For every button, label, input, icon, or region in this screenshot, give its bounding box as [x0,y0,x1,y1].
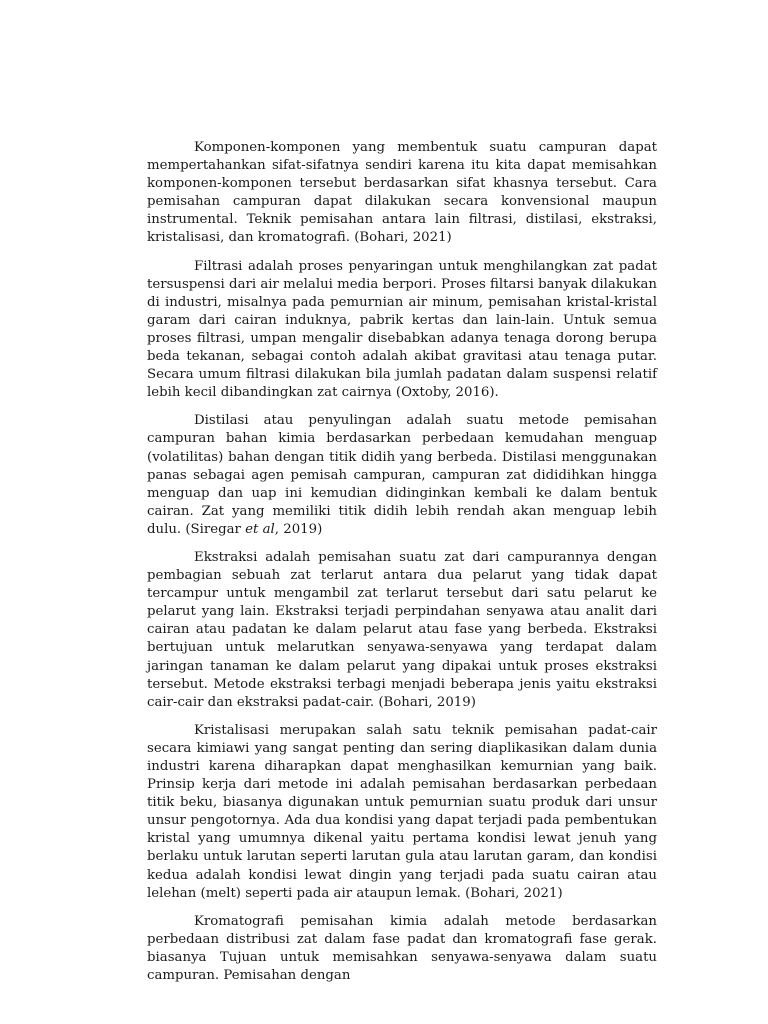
paragraph-extraction: Ekstraksi adalah pemisahan suatu zat dari campurannya dengan pembagian sebuah zat terlarut antara dua pelarut yang tidak dapat tercampur untuk mengambil zat terlarut tersebut dari satu pelarut ke pelarut yang lain. Ekstraksi terjadi perpindahan senyawa atau analit dari cairan atau padatan ke dalam pelarut atau fase yang berbeda. Ekstraksi bertujuan untuk melarutkan senyawa-senyawa yang terdapat dalam jaringan tanaman ke dalam pelarut yang dipakai untuk proses ekstraksi tersebut. Metode ekstraksi terbagi menjadi beberapa jenis yaitu ekstraksi cair-cair dan ekstraksi padat-cair. (Bohari, 2019) [147,549,657,710]
paragraph-filtration: Filtrasi adalah proses penyaringan untuk menghilangkan zat padat tersuspensi dari air melalui media berpori. Proses filtarsi banyak dilakukan di industri, misalnya pada pemurnian air minum, pemisahan kristal-kristal garam dari cairan induknya, pabrik kertas dan lain-lain. Untuk semua proses filtrasi, umpan mengalir disebabkan adanya tenaga dorong berupa beda tekanan, sebagai contoh adalah akibat gravitasi atau tenaga putar. Secara umum filtrasi dilakukan bila jumlah padatan dalam suspensi relatif lebih kecil dibandingkan zat cairnya (Oxtoby, 2016). [147,258,657,401]
distillation-text: Distilasi atau penyulingan adalah suatu metode pemisahan campuran bahan kimia berdasarkan perbedaan kemudahan menguap (volatilitas) bahan dengan titik didih yang berbeda. Distilasi menggunakan panas sebagai agen pemisah campuran, campuran zat dididihkan hingga menguap dan uap ini kemudian didinginkan kembali ke dalam bentuk cairan. Zat yang memiliki titik didih lebih rendah akan menguap lebih dulu. (Siregar [147,413,657,537]
paragraph-distillation [147,412,657,539]
citation-et-al: et al [245,521,275,537]
document-body [147,139,657,995]
paragraph-crystallization: Kristalisasi merupakan salah satu teknik pemisahan padat-cair secara kimiawi yang sangat penting dan sering diaplikasikan dalam dunia industri karena diharapkan dapat menghasilkan kemurnian yang baik. Prinsip kerja dari metode ini adalah pemisahan berdasarkan perbedaan titik beku, biasanya digunakan untuk pemurnian suatu produk dari unsur unsur pengotornya. Ada dua kondisi yang dapat terjadi pada pembentukan kristal yang umumnya dikenal yaitu pertama kondisi lewat jenuh yang berlaku untuk larutan seperti larutan gula atau larutan garam, dan kondisi kedua adalah kondisi lewat dingin yang terjadi pada suatu cairan atau lelehan (melt) seperti pada air ataupun lemak. (Bohari, 2021) [147,722,657,901]
distillation-citation-year: , 2019) [274,521,323,537]
paragraph-chromatography: Kromatografi pemisahan kimia adalah metode berdasarkan perbedaan distribusi zat dalam fase padat dan kromatografi fase gerak. biasanya Tujuan untuk memisahkan senyawa-senyawa dalam suatu campuran. Pemisahan dengan [147,913,657,984]
paragraph-intro-separation: Komponen-komponen yang membentuk suatu campuran dapat mempertahankan sifat-sifatnya sendiri karena itu kita dapat memisahkan komponen-komponen tersebut berdasarkan sifat khasnya tersebut. Cara pemisahan campuran dapat dilakukan secara konvensional maupun instrumental. Teknik pemisahan antara lain filtrasi, distilasi, ekstraksi, kristalisasi, dan kromatografi. (Bohari, 2021) [147,140,657,246]
